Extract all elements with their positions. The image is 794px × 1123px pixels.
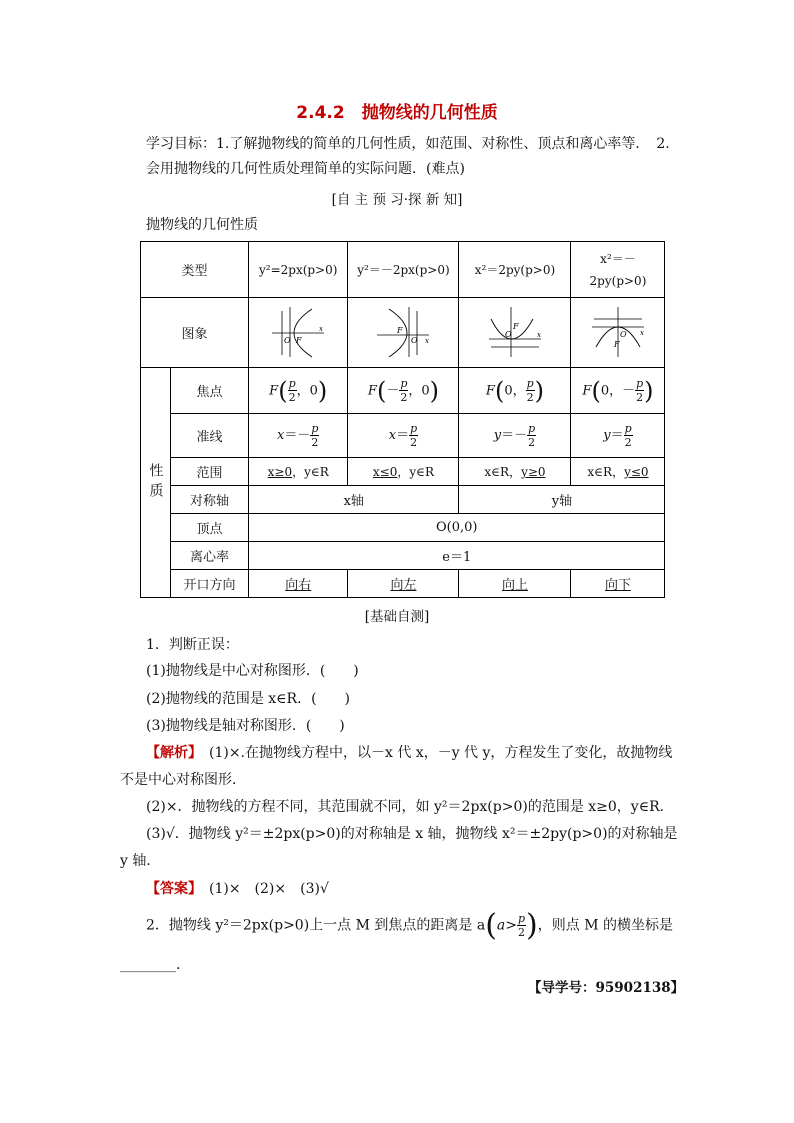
range-cell: x≥0，y∈R xyxy=(249,458,348,486)
graph-right xyxy=(249,298,348,368)
objectives-line-2: 会用抛物线的几何性质处理简单的实际问题．(难点) xyxy=(146,161,465,177)
directrix-cell: y＝－ $\frac{p}{2}$ xyxy=(459,414,571,458)
row-range xyxy=(141,458,665,486)
range-cell: x∈R，y≤0 xyxy=(571,458,665,486)
type-cell: y²=2px(p>0) xyxy=(249,242,348,298)
opening-cell: 向下 xyxy=(571,570,665,598)
svg-text:F: F xyxy=(613,339,620,349)
directrix-cell: x＝－ $\frac{p}{2}$ xyxy=(249,414,348,458)
eccentricity-cell: e＝1 xyxy=(249,542,665,570)
q1-analysis-line: 不是中心对称图形． xyxy=(120,772,246,788)
directrix-label: 准线 xyxy=(171,414,249,458)
q1-analysis-line: y 轴． xyxy=(120,853,161,869)
focus-cell: F(0， $\frac{p}{2}$ ) xyxy=(459,368,571,414)
directrix-cell: y＝ $\frac{p}{2}$ xyxy=(571,414,665,458)
svg-text:O: O xyxy=(504,329,512,339)
row-image xyxy=(141,298,665,368)
svg-text:x: x xyxy=(639,328,644,337)
graph-up xyxy=(459,298,571,368)
q1-answer-line: 【答案】 (1)× (2)× (3)√ xyxy=(146,881,329,897)
q1-item: (2)抛物线的范围是 x∈R．( ) xyxy=(146,691,351,707)
vertex-label: 顶点 xyxy=(171,514,249,542)
svg-text:O: O xyxy=(411,335,419,345)
svg-text:O: O xyxy=(284,335,291,345)
opening-cell: 向右 xyxy=(249,570,348,598)
row-vertex xyxy=(141,514,665,542)
section-test-heading: [基础自测] xyxy=(364,609,430,625)
svg-text:O: O xyxy=(619,329,627,339)
section-preview-heading: [自 主 预 习·探 新 知] xyxy=(331,192,463,208)
svg-text:F: F xyxy=(512,321,519,331)
row-focus xyxy=(141,368,665,414)
directrix-cell: x＝ $\frac{p}{2}$ xyxy=(348,414,459,458)
svg-text:x: x xyxy=(319,324,324,333)
type-cell: y²＝－2px(p>0) xyxy=(348,242,459,298)
parabola-left-graph xyxy=(373,303,433,359)
opening-label: 开口方向 xyxy=(171,570,249,598)
subheading: 抛物线的几何性质 xyxy=(146,217,258,233)
focus-cell: F(－ $\frac{p}{2}$ ，0) xyxy=(348,368,459,414)
row-type xyxy=(141,242,665,298)
q1-item: (1)抛物线是中心对称图形．( ) xyxy=(146,663,359,679)
q1-stem: 1．判断正误： xyxy=(146,637,239,653)
row-opening xyxy=(141,570,665,598)
properties-table xyxy=(140,241,665,598)
q1-analysis-line: (2)×．抛物线的方程不同，其范围就不同，如 y²＝2px(p>0)的范围是 x≥0，y∈R. xyxy=(146,799,665,815)
row-directrix xyxy=(141,414,665,458)
image-label: 图象 xyxy=(141,298,249,368)
opening-cell: 向左 xyxy=(348,570,459,598)
focus-label: 焦点 xyxy=(171,368,249,414)
opening-cell: 向上 xyxy=(459,570,571,598)
parabola-up-graph xyxy=(485,303,545,359)
graph-left xyxy=(348,298,459,368)
svg-text:F: F xyxy=(397,325,404,335)
range-cell: x∈R，y≥0 xyxy=(459,458,571,486)
q1-analysis-line: 【解析】 (1)×.在抛物线方程中，以－x 代 x，－y 代 y，方程发生了变化，故抛物线 xyxy=(146,745,673,761)
svg-text:F: F xyxy=(296,335,302,345)
objectives-line-1: 学习目标：1.了解抛物线的简单的几何性质，如范围、对称性、顶点和离心率等． 2. xyxy=(146,136,670,152)
row-eccentricity xyxy=(141,542,665,570)
page-title: 2.4.2 抛物线的几何性质 xyxy=(296,103,498,123)
analysis-tag: 【解析】 xyxy=(146,745,195,761)
type-cell: x²＝－2py(p>0) xyxy=(571,242,665,298)
svg-text:x: x xyxy=(536,330,541,339)
vertex-cell: O(0,0) xyxy=(249,514,665,542)
row-axis xyxy=(141,486,665,514)
focus-cell: F( $\frac{p}{2}$ ，0) xyxy=(249,368,348,414)
parabola-down-graph xyxy=(588,303,648,359)
range-cell: x≤0，y∈R xyxy=(348,458,459,486)
properties-group-label: 性质 xyxy=(141,368,171,598)
axis-x-cell: x轴 xyxy=(249,486,459,514)
type-cell: x²＝2py(p>0) xyxy=(459,242,571,298)
axis-y-cell: y轴 xyxy=(459,486,665,514)
svg-text:x: x xyxy=(425,336,430,345)
guide-code: 【导学号：95902138】 xyxy=(528,980,685,996)
range-label: 范围 xyxy=(171,458,249,486)
q1-item: (3)抛物线是轴对称图形．( ) xyxy=(146,718,345,734)
eccentricity-label: 离心率 xyxy=(171,542,249,570)
focus-cell: F(0，－ $\frac{p}{2}$ ) xyxy=(571,368,665,414)
q2-blank: ________． xyxy=(120,957,190,973)
axis-label: 对称轴 xyxy=(171,486,249,514)
type-label: 类型 xyxy=(141,242,249,298)
graph-down xyxy=(571,298,665,368)
q1-analysis-line: (3)√．抛物线 y²＝±2px(p>0)的对称轴是 x 轴，抛物线 x²＝±2py(p>0)的对称轴是 xyxy=(146,826,678,842)
answer-tag: 【答案】 xyxy=(146,881,195,897)
q2-stem: 2．抛物线 y²＝2px(p>0)上一点 M 到焦点的距离是 a(a> $\frac{p}{2}$ )，则点 M 的横坐标是 xyxy=(146,908,674,943)
parabola-right-graph xyxy=(268,303,328,359)
